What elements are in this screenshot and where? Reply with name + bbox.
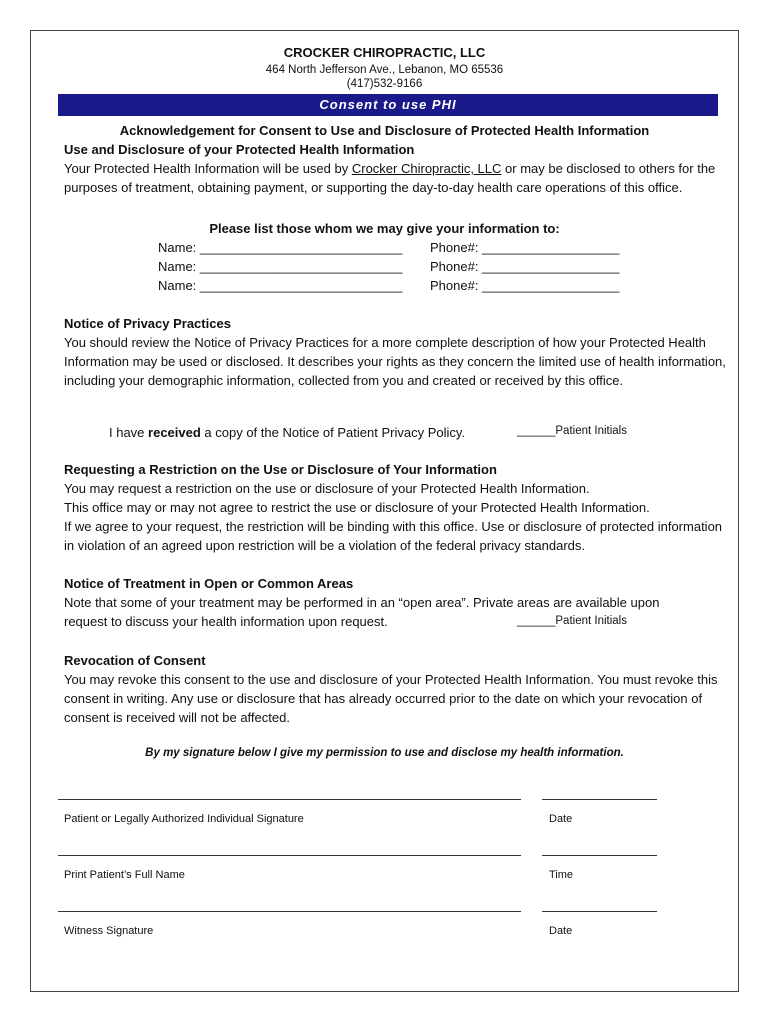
privacy-heading: Notice of Privacy Practices (64, 316, 231, 331)
use-disclosure-heading: Use and Disclosure of your Protected Health Information (64, 142, 415, 157)
list-prompt: Please list those whom we may give your information to: (209, 221, 560, 236)
received-pre: I have (109, 425, 149, 440)
use-disclosure-text (64, 159, 729, 197)
consent-form-page (30, 30, 739, 992)
contact-phone-field-3[interactable]: Phone#: ___________________ (430, 278, 620, 293)
signature-date-line[interactable] (542, 799, 657, 800)
revocation-heading: Revocation of Consent (64, 653, 206, 668)
privacy-text: You should review the Notice of Privacy Practices for a more complete description of how your Protected Health Information may be used or disclosed. It describes your rights as they concern the limited use of health information, including your demographic information, collected from you and created or received by this office. (64, 335, 726, 388)
acknowledgement-title: Acknowledgement for Consent to Use and Disclosure of Protected Health Information (119, 123, 650, 138)
patient-name-line[interactable] (58, 855, 521, 856)
patient-signature-line[interactable] (58, 799, 521, 800)
treatment-line-1: Note that some of your treatment may be performed in an “open area”. Private areas are available upon (64, 595, 660, 610)
use-text-after: or may be disclosed to others for the purposes of treatment, obtaining payment, or supporting the day-to-day health care operations of this office. (64, 161, 716, 195)
time-label: Time (549, 869, 574, 881)
company-phone: (417)532-9166 (346, 78, 423, 90)
treatment-line-2: request to discuss your health information upon request. (64, 614, 388, 629)
witness-signature-line[interactable] (58, 911, 521, 912)
treatment-initials-field[interactable]: ______Patient Initials (517, 615, 627, 627)
patient-signature-label: Patient or Legally Authorized Individual Signature (64, 813, 304, 825)
contact-name-field-1[interactable]: Name: ____________________________ (158, 240, 403, 255)
witness-date-line[interactable] (542, 911, 657, 912)
received-post: a copy of the Notice of Patient Privacy Policy. (200, 425, 466, 440)
witness-date-label: Date (549, 925, 573, 937)
contact-phone-field-1[interactable]: Phone#: ___________________ (430, 240, 620, 255)
treatment-heading: Notice of Treatment in Open or Common Areas (64, 576, 354, 591)
company-name: CROCKER CHIROPRACTIC, LLC (283, 45, 486, 60)
restriction-line-2: This office may or may not agree to restrict the use or disclosure of your Protected Health Information. (64, 500, 650, 515)
restriction-line-3: If we agree to your request, the restriction will be binding with this office. Use or disclosure of protected information in violation of an agreed upon restriction will be a violation of the federal privacy standards. (64, 519, 723, 553)
revocation-text: You may revoke this consent to the use and disclosure of your Protected Health Information. You must revoke this consent in writing. Any use or disclosure that has already occurred prior to the date on which your revocation of consent is received will not be affected. (64, 672, 718, 725)
restriction-line-1: You may request a restriction on the use or disclosure of your Protected Health Information. (64, 481, 590, 496)
privacy-received-statement (109, 423, 465, 442)
contact-name-field-3[interactable]: Name: ____________________________ (158, 278, 403, 293)
witness-signature-label: Witness Signature (64, 925, 154, 937)
form-title-banner: Consent to use PHI (58, 94, 718, 116)
patient-name-label: Print Patient’s Full Name (64, 869, 185, 881)
contact-phone-field-2[interactable]: Phone#: ___________________ (430, 259, 620, 274)
signature-statement: By my signature below I give my permission to use and disclose my health information. (145, 747, 624, 759)
privacy-initials-field[interactable]: ______Patient Initials (517, 425, 627, 437)
signature-date-label: Date (549, 813, 573, 825)
use-text-before: Your Protected Health Information will be used by (64, 161, 352, 176)
time-line[interactable] (542, 855, 657, 856)
contact-name-field-2[interactable]: Name: ____________________________ (158, 259, 403, 274)
practice-name: Crocker Chiropractic, LLC (351, 161, 502, 176)
company-address: 464 North Jefferson Ave., Lebanon, MO 65536 (265, 64, 504, 76)
restriction-heading: Requesting a Restriction on the Use or Disclosure of Your Information (64, 462, 497, 477)
received-bold: received (148, 425, 201, 440)
